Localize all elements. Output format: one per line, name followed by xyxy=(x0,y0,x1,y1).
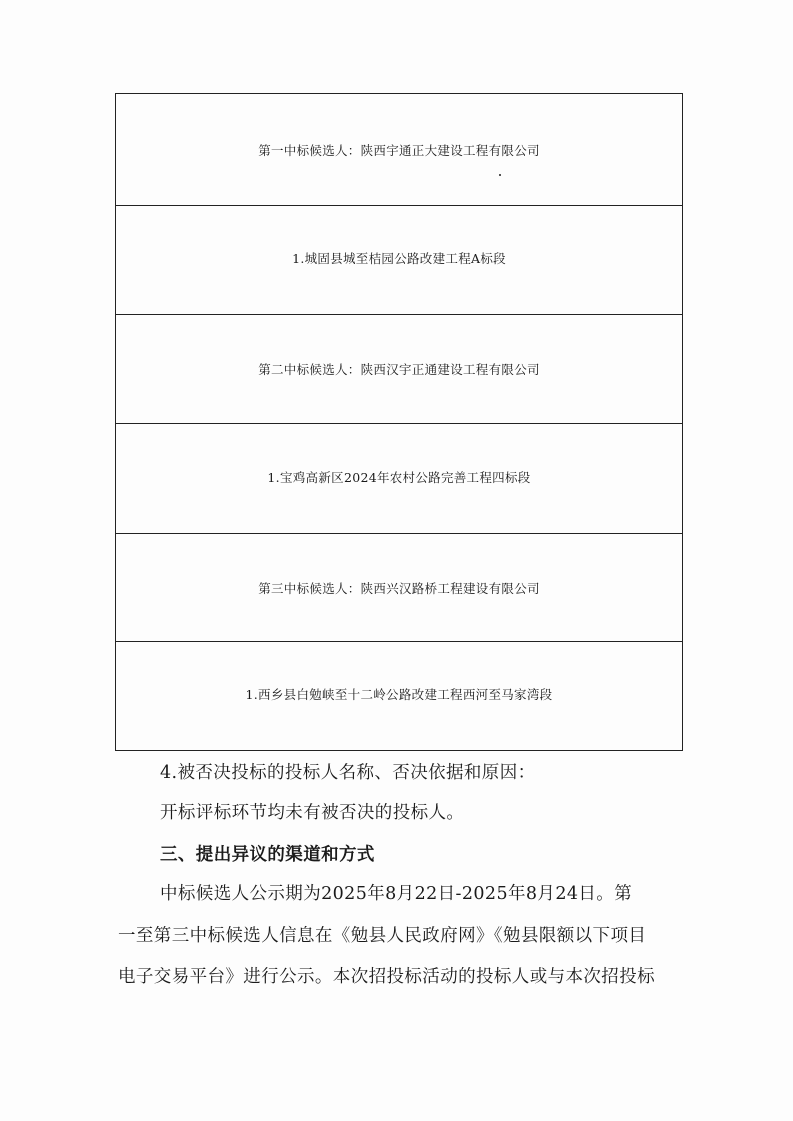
table-row-candidate-2 xyxy=(116,315,682,424)
section-3-heading: 三、提出异议的渠道和方式 xyxy=(160,845,375,865)
section-3-line-2: 一至第三中标候选人信息在《勉县人民政府网》《勉县限额以下项目 xyxy=(118,926,647,946)
table-cell-text: 第三中标候选人：陕西兴汉路桥工程建设有限公司 xyxy=(258,580,540,596)
section-3-line-3: 电子交易平台》进行公示。本次招投标活动的投标人或与本次招投标 xyxy=(118,967,655,987)
table-cell-text: 第二中标候选人：陕西汉宇正通建设工程有限公司 xyxy=(258,362,540,377)
table-cell-text: 第一中标候选人：陕西宇通正大建设工程有限公司 xyxy=(258,142,540,158)
table-row-candidate-1 xyxy=(116,94,682,206)
table-row-project-2 xyxy=(116,424,682,534)
table-cell-text: 1.城固县城至桔园公路改建工程A标段 xyxy=(292,251,506,266)
item-4-text: 开标评标环节均未有被否决的投标人。 xyxy=(160,803,465,823)
scan-speck xyxy=(499,174,501,176)
table-cell-text: 1.西乡县白勉峡至十二岭公路改建工程西河至马家湾段 xyxy=(245,687,553,702)
table-row-project-3 xyxy=(116,642,682,750)
table-row-project-1 xyxy=(116,206,682,315)
table-cell-text: 1.宝鸡高新区2024年农村公路完善工程四标段 xyxy=(267,469,531,485)
candidate-table xyxy=(115,93,683,751)
table-row-candidate-3 xyxy=(116,534,682,642)
item-4-heading: 4.被否决投标的投标人名称、否决依据和原因： xyxy=(160,763,536,783)
section-3-line-1: 中标候选人公示期为2025年8月22日-2025年8月24日。第 xyxy=(160,884,633,904)
